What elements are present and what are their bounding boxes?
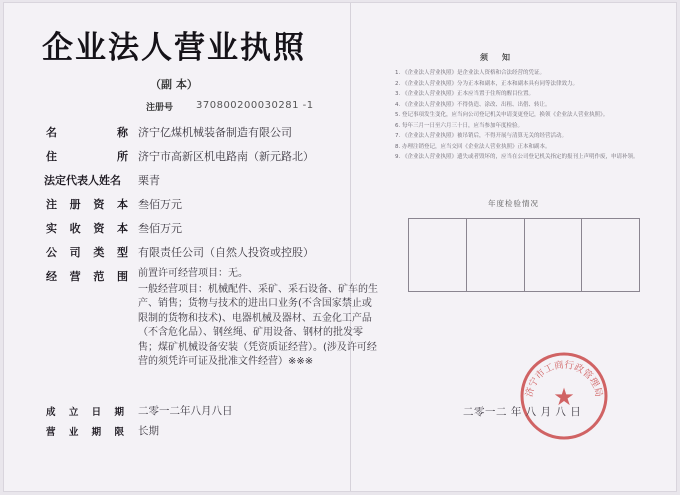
annual-inspection-cell [467, 219, 525, 291]
official-seal [518, 350, 610, 442]
annual-inspection-cell [582, 219, 639, 291]
paid-capital-value: 叁佰万元 [138, 222, 182, 235]
issue-date: 二零一二 年 八 月 八 日 [463, 406, 582, 418]
label-char: 司 [69, 246, 81, 259]
notice-list [395, 68, 657, 163]
label-char: 公 [46, 246, 57, 259]
established-label [46, 404, 124, 418]
business-scope [138, 267, 380, 370]
annual-inspection-cell [525, 219, 583, 291]
name-label [46, 124, 128, 140]
label-char: 类 [93, 246, 105, 259]
label-char: 收 [69, 222, 81, 235]
scope-label [46, 268, 128, 284]
label-char: 范 [93, 270, 105, 283]
label-char: 营 [46, 427, 56, 438]
term-value: 长期 [138, 425, 159, 437]
name-value: 济宁亿煤机械装备制造有限公司 [138, 126, 292, 139]
scope-line-general: 一般经营项目：机械配件、采矿、采石设备、矿车的生产、销售；货物与技术的进出口业务(不含国家禁止或限制的货物和技术)、电器机械及器材、五金化工产品（不含危化品）、钢丝绳、矿用设备、钢材的批发零售；煤矿机械设备安装（凭资质证经营）。(涉及许可经营的须凭许可证及批准文件经营）※※※ [138, 283, 378, 367]
label-char: 资 [93, 222, 105, 235]
notice-item: 4. 《企业法人营业执照》不得伪造、涂改、出租、出借、转让。 [395, 101, 551, 108]
registration-label: 注册号 [146, 103, 174, 113]
scope-line-preapproval: 前置许可经营项目：无。 [138, 268, 248, 279]
term-label [46, 424, 124, 438]
company-type-label [46, 244, 128, 260]
annual-inspection-table [408, 218, 640, 292]
seal-star-icon: ★ [553, 383, 575, 411]
notice-title: 须知 [480, 53, 524, 62]
label-char: 经 [46, 270, 57, 283]
label-char: 期 [91, 427, 102, 438]
label-char: 型 [116, 246, 128, 259]
notice-item: 8. 办理注销登记，应当交回《企业法人营业执照》正本和副本。 [395, 143, 551, 150]
address-value: 济宁市高新区机电路南（新元路北） [138, 150, 314, 163]
label-char: 业 [68, 427, 79, 438]
registration-number: 370800200030281 -1 [196, 100, 314, 111]
notice-item: 9. 《企业法人营业执照》遗失或者毁坏的，应当在公司登记机关指定的报刊上声明作废，申请补领。 [395, 154, 639, 160]
label-char: 资 [93, 198, 105, 211]
label-char: 本 [116, 198, 128, 211]
label-char: 限 [114, 427, 124, 438]
label-char: 立 [68, 407, 79, 418]
reg-capital-value: 叁佰万元 [138, 198, 182, 211]
license-title: 企业法人营业执照 [42, 30, 306, 66]
license-subtitle: （副 本） [150, 78, 198, 91]
address-label [46, 148, 128, 164]
annual-inspection-cell [409, 219, 467, 291]
paid-capital-label [46, 220, 128, 236]
label-char: 称 [117, 126, 128, 139]
seal-text-path: 济宁市工商行政管理局 [523, 359, 605, 399]
page-fold [350, 3, 351, 491]
label-char: 围 [116, 270, 128, 283]
annual-inspection-title: 年度检验情况 [488, 199, 539, 208]
notice-item: 2. 《企业法人营业执照》分为正本和副本，正本和副本具有同等法律效力。 [395, 80, 578, 87]
reg-capital-label [46, 196, 128, 212]
notice-item: 7. 《企业法人营业执照》被吊销后，不得开展与清算无关的经营活动。 [395, 133, 567, 139]
label-char: 成 [46, 407, 56, 418]
label-char: 所 [117, 150, 128, 163]
legal-rep-label: 法定代表人姓名 [44, 174, 121, 187]
company-type-value: 有限责任公司（自然人投资或控股） [138, 246, 314, 259]
notice-item: 3. 《企业法人营业执照》正本应当置于住所的醒目位置。 [395, 91, 534, 97]
label-char: 营 [69, 270, 81, 283]
label-char: 住 [46, 150, 57, 163]
notice-item: 1. 《企业法人营业执照》是企业法人资格和合法经营的凭证。 [395, 70, 545, 76]
label-char: 本 [116, 222, 128, 235]
label-char: 日 [91, 407, 102, 418]
label-char: 册 [69, 198, 81, 211]
label-char: 实 [46, 222, 57, 235]
notice-item: 5. 登记事项发生变化，应当向公司登记机关申请变更登记，换领《企业法人营业执照》。 [395, 112, 609, 118]
notice-item: 6. 每年三月一日至六月三十日，应当参加年度检验。 [395, 122, 523, 129]
label-char: 名 [46, 126, 57, 139]
established-value: 二零一二年八月八日 [138, 405, 233, 417]
label-char: 期 [114, 407, 124, 418]
legal-rep-value: 栗青 [138, 174, 160, 187]
label-char: 注 [46, 198, 57, 211]
